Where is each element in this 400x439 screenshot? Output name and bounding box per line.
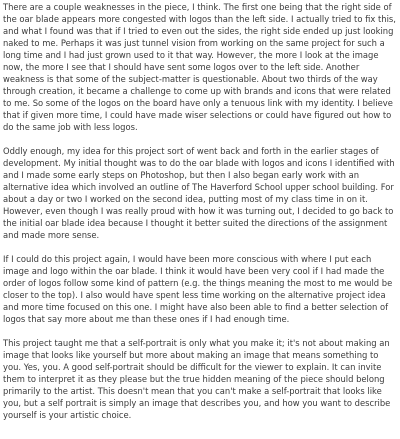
paragraph-development: Oddly enough, my idea for this project sort of went back and forth in the earlier stages of development. My initial thought was to do the oar blade with logos and icons I identified with and I made some early steps on Photoshop, but then I also began early work with an alternative idea which involved an outline of The Haverford School upper school building. For about a day or two I worked on the second idea, putting most of my class time in on it. However, even though I was really proud with how it was turning out, I decided to go back to the initial oar blade idea because I thought it better suited the directions of the assignment and made more sense.: [3, 146, 395, 240]
essay-document: [3, 1, 397, 421]
paragraph-weaknesses: There are a couple weaknesses in the piece, I think. The first one being that the right side of the oar blade appears more congested with logos than the left side. I actually tried to fix this, and what I found was that if I tried to even out the sides, the right side ended up just looking naked to me. Perhaps it was just tunnel vision from working on the same project for such a long time and I had just grown used to it that way. However, the more I look at the image now, the more I see that I should have sent some logos over to the left side. Another weakness is that some of the subject-matter is questionable. About two thirds of the way through creation, it became a challenge to come up with brands and icons that were related to me. So some of the logos on the board have only a tenuous link with my identity. I believe that if given more time, I could have made wiser selections or could have figured out how to do the same job with less logos.: [3, 2, 396, 132]
paragraph-improvements: If I could do this project again, I would have been more conscious with where I put each image and logo within the oar blade. I think it would have been very cool if I had made the order of logos follow some kind of pattern (e.g. the things meaning the most to me would be closer to the top). I also would have spent less time working on the alternative project idea and more time focused on this one. I might have also been able to find a better selection of logos that say more about me than these ones if I had enough time.: [3, 254, 393, 324]
paragraph-conclusion: This project taught me that a self-portrait is only what you make it; it's not about making an image that looks like yourself but more about making an image that means something to you. Yes, you. A good self-portrait should be difficult for the viewer to explain. It can invite them to interpret it as they please but the true hidden meaning of the piece should belong primarily to the artist. This doesn't mean that you can't make a self-portrait that looks like you, but a self portrait is simply an image that describes you, and how you want to describe yourself is your artistic choice.: [3, 338, 391, 420]
